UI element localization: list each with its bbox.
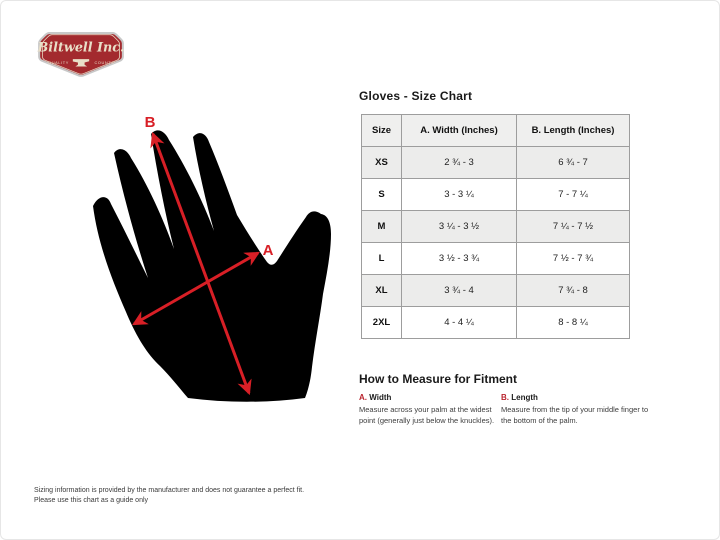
label-a: A bbox=[262, 242, 274, 259]
biltwell-brand-text: Biltwell Inc. bbox=[37, 40, 125, 56]
hand-silhouette-path bbox=[93, 130, 331, 401]
width-value: 3 ½ - 3 ¾ bbox=[402, 243, 517, 275]
length-value: 7 ¼ - 7 ½ bbox=[517, 211, 630, 243]
table-row bbox=[362, 243, 630, 275]
width-value: 3 ¼ - 3 ½ bbox=[402, 211, 517, 243]
disclaimer-line-1: Sizing information is provided by the manufacturer and does not guarantee a perfect fit. bbox=[34, 487, 305, 494]
col-header-size: Size bbox=[362, 115, 402, 147]
measure-instruction-length bbox=[501, 393, 649, 426]
how-to-measure-title: How to Measure for Fitment bbox=[359, 372, 518, 386]
measure-width-label bbox=[359, 393, 497, 402]
col-header-length: B. Length (Inches) bbox=[517, 115, 630, 147]
size-value: 2XL bbox=[362, 307, 402, 339]
hand-measurement-diagram bbox=[81, 96, 341, 406]
width-value: 2 ¾ - 3 bbox=[402, 147, 517, 179]
length-value: 7 - 7 ¼ bbox=[517, 179, 630, 211]
sizing-disclaimer bbox=[34, 486, 304, 506]
size-value: XS bbox=[362, 147, 402, 179]
measure-length-text: Measure from the tip of your middle finger to the bottom of the palm. bbox=[501, 405, 649, 425]
length-value: 7 ¾ - 8 bbox=[517, 275, 630, 307]
table-row bbox=[362, 275, 630, 307]
size-chart-title: Gloves - Size Chart bbox=[359, 89, 473, 103]
width-value: 3 ¾ - 4 bbox=[402, 275, 517, 307]
length-value: 8 - 8 ¼ bbox=[517, 307, 630, 339]
col-header-width: A. Width (Inches) bbox=[402, 115, 517, 147]
measure-length-prefix: B. bbox=[501, 393, 509, 402]
measure-width-name: Width bbox=[369, 393, 392, 402]
table-header-row bbox=[362, 115, 630, 147]
length-value: 7 ½ - 7 ¾ bbox=[517, 243, 630, 275]
size-value: S bbox=[362, 179, 402, 211]
table-row bbox=[362, 147, 630, 179]
measure-instruction-width bbox=[359, 393, 497, 426]
table-row bbox=[362, 307, 630, 339]
size-value: M bbox=[362, 211, 402, 243]
measure-width-prefix: A. bbox=[359, 393, 367, 402]
disclaimer-line-2: Please use this chart as a guide only bbox=[34, 497, 149, 504]
biltwell-badge-icon bbox=[33, 30, 129, 78]
size-value: L bbox=[362, 243, 402, 275]
measure-length-name: Length bbox=[511, 393, 538, 402]
hand-silhouette-icon bbox=[81, 96, 341, 406]
table-row bbox=[362, 179, 630, 211]
label-b: B bbox=[144, 114, 156, 131]
width-value: 4 - 4 ¼ bbox=[402, 307, 517, 339]
measure-length-label bbox=[501, 393, 649, 402]
counts-text: COUNTS" bbox=[94, 60, 117, 66]
quality-text: "QUALITY bbox=[46, 60, 69, 66]
size-value: XL bbox=[362, 275, 402, 307]
size-chart-table bbox=[361, 114, 630, 339]
length-value: 6 ¾ - 7 bbox=[517, 147, 630, 179]
width-value: 3 - 3 ¼ bbox=[402, 179, 517, 211]
table-row bbox=[362, 211, 630, 243]
measure-width-text: Measure across your palm at the widest point (generally just below the knuckles). bbox=[359, 405, 495, 425]
biltwell-logo bbox=[33, 30, 129, 78]
